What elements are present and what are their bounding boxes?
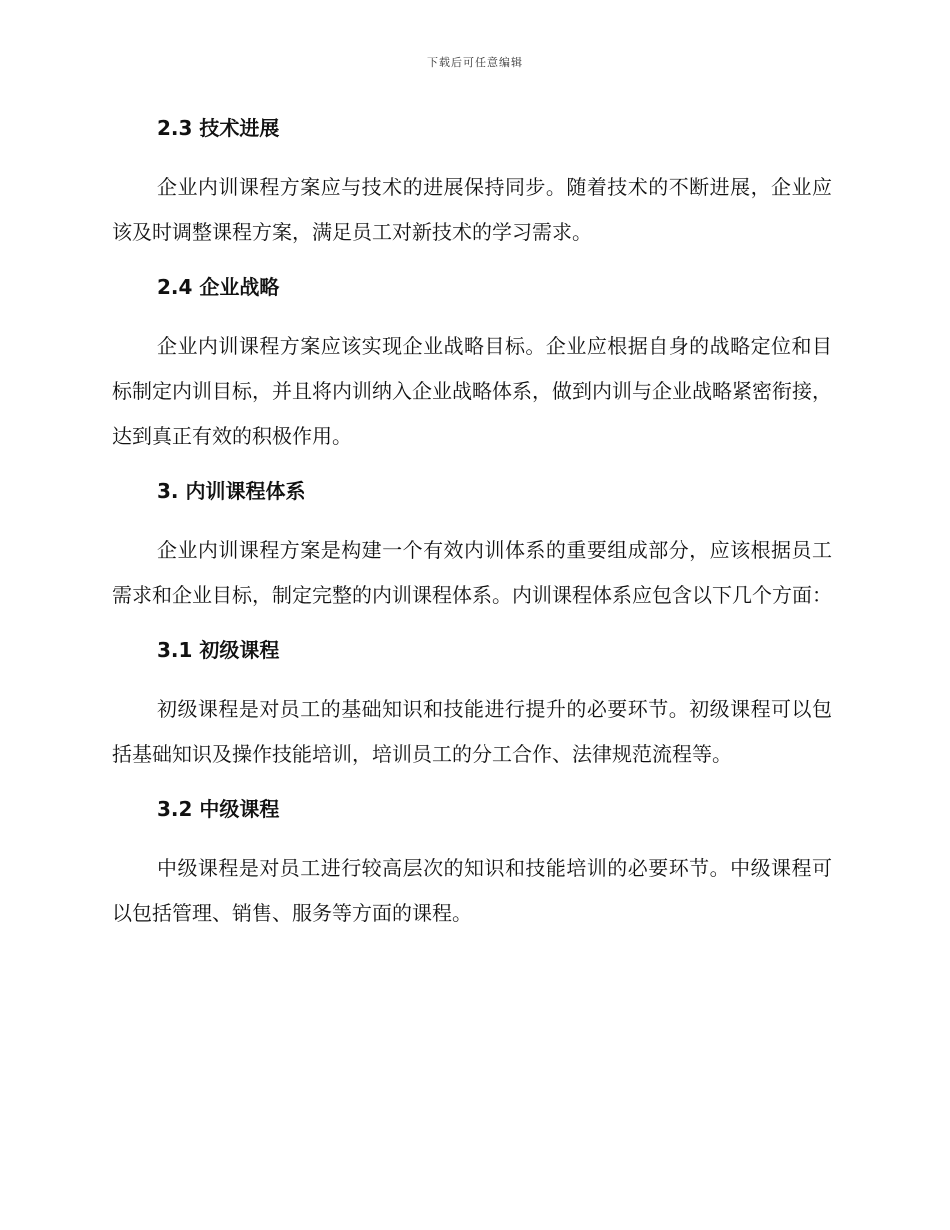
section-3-1 <box>112 634 832 793</box>
section-heading: 3. 内训课程体系 <box>157 479 306 503</box>
section-2-4 <box>112 271 832 475</box>
section-3 <box>112 475 832 634</box>
section-paragraph: 企业内训课程方案应与技术的进展保持同步。随着技术的不断进展，企业应该及时调整课程方案，满足员工对新技术的学习需求。 <box>112 175 832 244</box>
section-heading: 3.2 中级课程 <box>157 797 280 821</box>
section-paragraph: 中级课程是对员工进行较高层次的知识和技能培训的必要环节。中级课程可以包括管理、销售、服务等方面的课程。 <box>112 856 832 925</box>
section-heading: 3.1 初级课程 <box>157 638 280 662</box>
section-heading: 2.4 企业战略 <box>157 275 280 299</box>
section-paragraph: 初级课程是对员工的基础知识和技能进行提升的必要环节。初级课程可以包括基础知识及操作技能培训，培训员工的分工合作、法律规范流程等。 <box>112 697 832 766</box>
section-heading: 2.3 技术进展 <box>157 116 280 140</box>
document-body <box>112 112 832 936</box>
section-paragraph: 企业内训课程方案应该实现企业战略目标。企业应根据自身的战略定位和目标制定内训目标，并且将内训纳入企业战略体系，做到内训与企业战略紧密衔接，达到真正有效的积极作用。 <box>112 334 832 448</box>
section-paragraph: 企业内训课程方案是构建一个有效内训体系的重要组成部分，应该根据员工需求和企业目标，制定完整的内训课程体系。内训课程体系应包含以下几个方面： <box>112 538 832 607</box>
page-header: 下载后可任意编辑 <box>427 56 523 69</box>
section-2-3 <box>112 112 832 271</box>
section-3-2 <box>112 793 832 936</box>
